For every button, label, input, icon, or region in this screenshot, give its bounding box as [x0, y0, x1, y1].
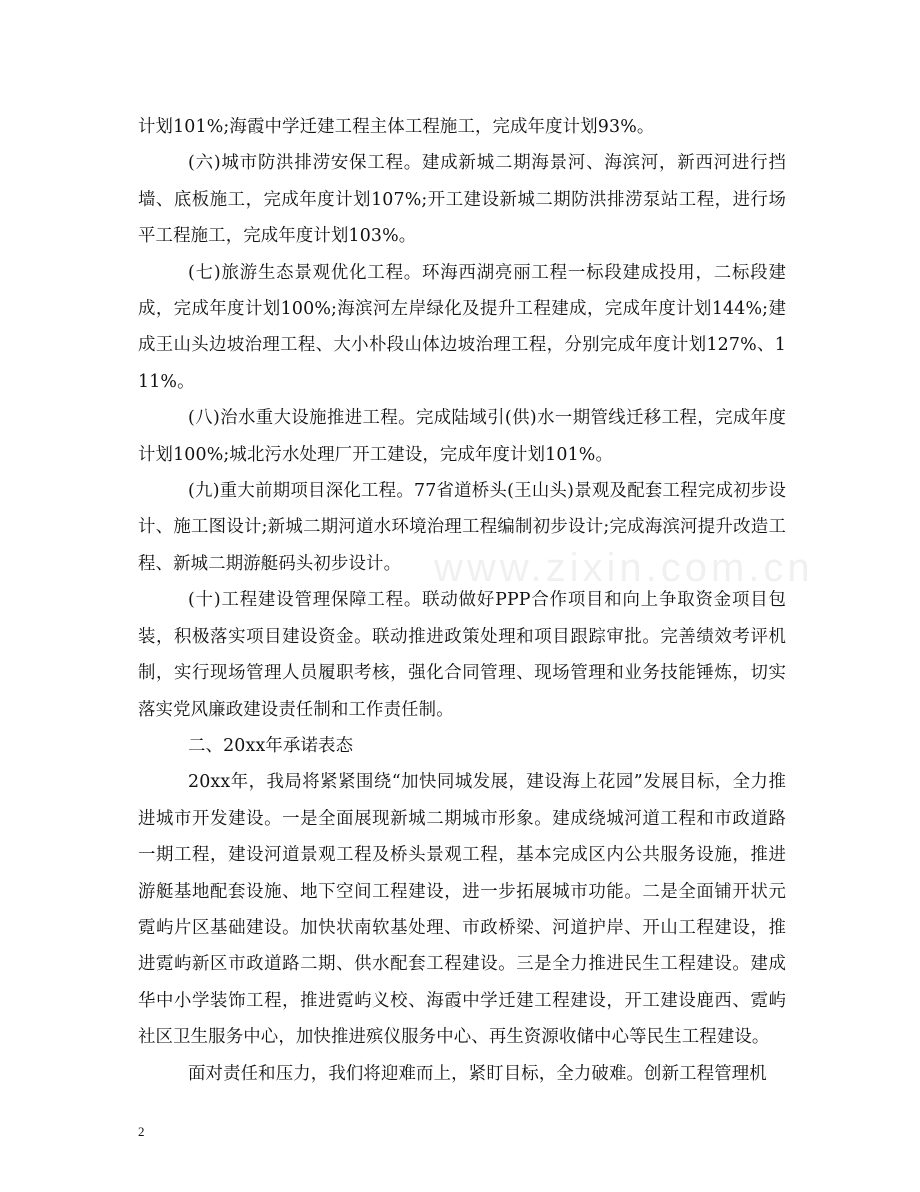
paragraph-2: (六)城市防洪排涝安保工程。建成新城二期海景河、海滨河，新西河进行挡墙、底板施工，完成年度计划107%;开工建设新城二期防洪排涝泵站工程，进行场平工程施工，完成年度计划103%。 [138, 153, 786, 247]
paragraph-4: (八)治水重大设施推进工程。完成陆域引(供)水一期管线迁移工程，完成年度计划100%;城北污水处理厂开工建设，完成年度计划101%。 [138, 408, 786, 465]
document-body [138, 109, 786, 1092]
paragraph-6: (十)工程建设管理保障工程。联动做好PPP合作项目和向上争取资金项目包装，积极落实项目建设资金。联动推进政策处理和项目跟踪审批。完善绩效考评机制，实行现场管理人员履职考核，强化合同管理、现场管理和业务技能锤炼，切实落实党风廉政建设责任制和工作责任制。 [138, 590, 786, 720]
paragraph-7: 20xx年，我局将紧紧围绕“加快同城发展，建设海上花园”发展目标，全力推进城市开发建设。一是全面展现新城二期城市形象。建成绕城河道工程和市政道路一期工程，建设河道景观工程及桥头景观工程，基本完成区内公共服务设施，推进游艇基地配套设施、地下空间工程建设，进一步拓展城市功能。二是全面铺开状元霓屿片区基础建设。加快状南软基处理、市政桥梁、河道护岸、开山工程建设，推进霓屿新区市政道路二期、供水配套工程建设。三是全力推进民生工程建设。建成华中小学装饰工程，推进霓屿义校、海霞中学迁建工程建设，开工建设鹿西、霓屿社区卫生服务中心，加快推进殡仪服务中心、再生资源收储中心等民生工程建设。 [138, 772, 786, 1048]
watermark: www.zixin.com.cn [434, 546, 814, 590]
paragraph-1: 计划101%;海霞中学迁建工程主体工程施工，完成年度计划93%。 [138, 117, 655, 137]
paragraph-8: 面对责任和压力，我们将迎难而上，紧盯目标，全力破难。创新工程管理机 [188, 1063, 767, 1084]
paragraph-3: (七)旅游生态景观优化工程。环海西湖亮丽工程一标段建成投用，二标段建成，完成年度计划100%;海滨河左岸绿化及提升工程建成，完成年度计划144%;建成王山头边坡治理工程、大小朴段山体边坡治理工程，分别完成年度计划127%、111%。 [138, 262, 786, 392]
paragraph-5: (九)重大前期项目深化工程。77省道桥头(王山头)景观及配套工程完成初步设计、施工图设计;新城二期河道水环境治理工程编制初步设计;完成海滨河提升改造工程、新城二期游艇码头初步设计。 [138, 481, 787, 574]
page-number: 2 [138, 1124, 145, 1139]
section-heading: 二、20xx年承诺表态 [188, 735, 354, 756]
